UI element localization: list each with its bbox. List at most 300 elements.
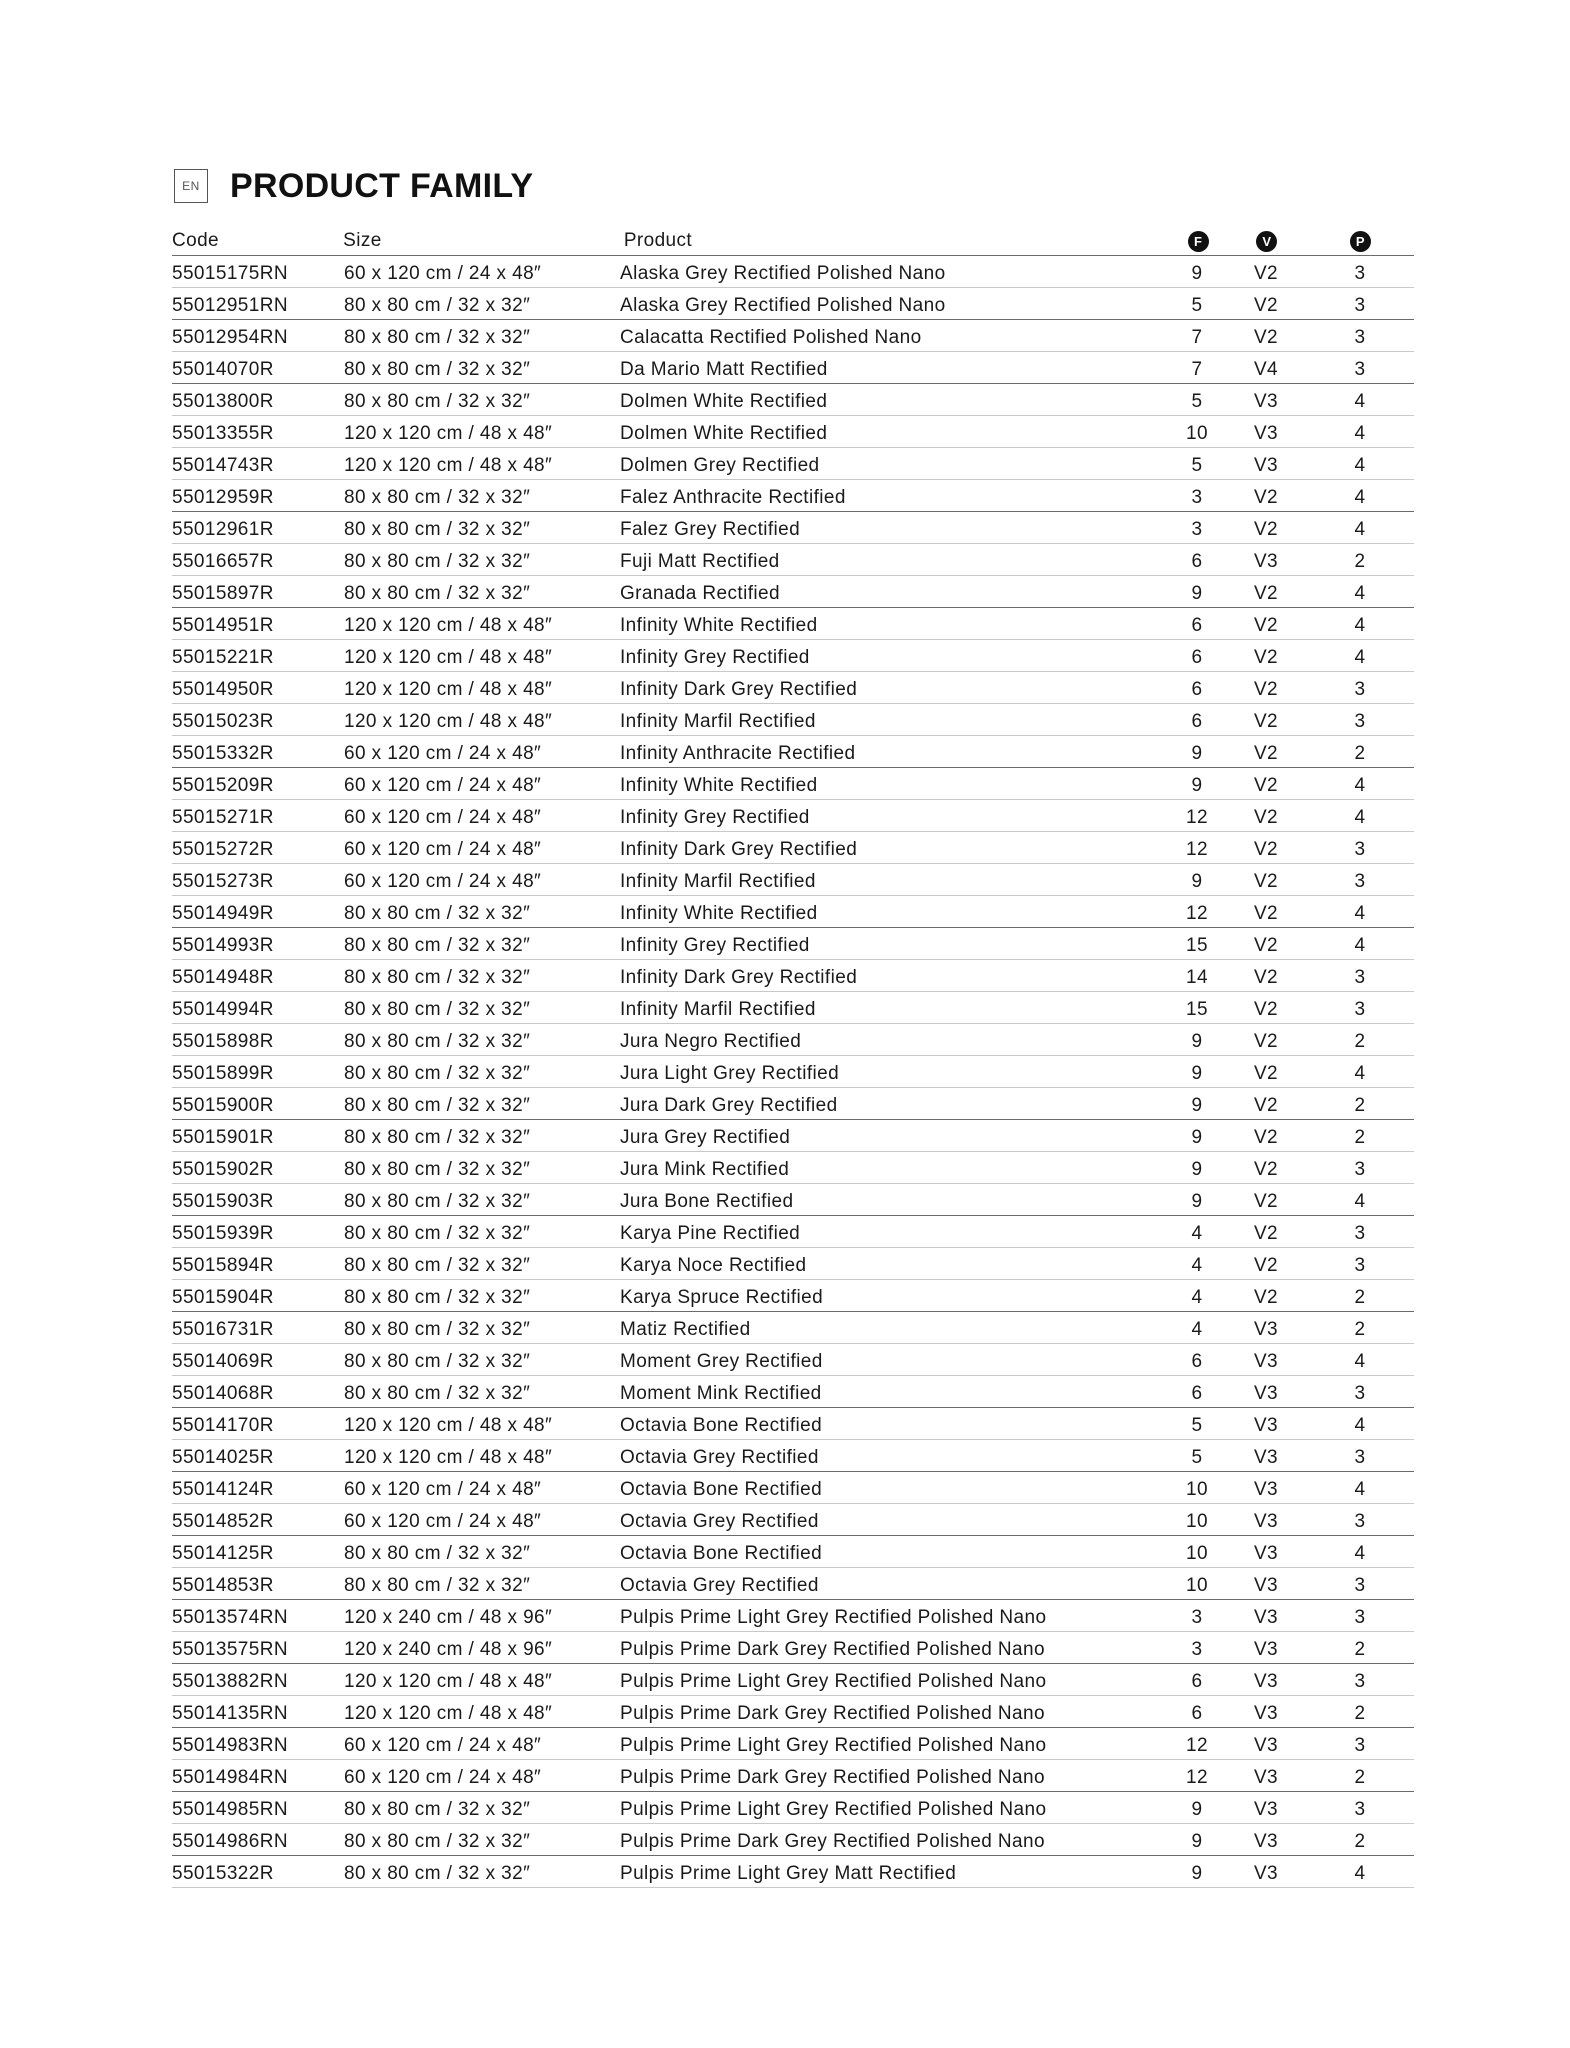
cell-f: 3	[1191, 1639, 1203, 1660]
cell-code: 55014948R	[172, 967, 274, 988]
cell-size: 80 x 80 cm / 32 x 32″	[344, 999, 531, 1020]
cell-f: 4	[1191, 1319, 1203, 1340]
cell-size: 80 x 80 cm / 32 x 32″	[344, 1383, 531, 1404]
cell-p: 4	[1354, 583, 1366, 604]
cell-v: V3	[1253, 1799, 1279, 1820]
cell-size: 120 x 120 cm / 48 x 48″	[344, 1671, 553, 1692]
table-row	[172, 1184, 1414, 1216]
cell-code: 55014135RN	[172, 1703, 288, 1724]
f-circle-icon: F	[1188, 231, 1209, 252]
cell-v: V3	[1253, 1543, 1279, 1564]
cell-product: Octavia Grey Rectified	[620, 1511, 819, 1532]
cell-product: Pulpis Prime Dark Grey Rectified Polished Nano	[620, 1703, 1045, 1724]
cell-v: V2	[1253, 1095, 1279, 1116]
cell-size: 60 x 120 cm / 24 x 48″	[344, 1479, 542, 1500]
cell-f: 9	[1191, 263, 1203, 284]
cell-v: V2	[1253, 839, 1279, 860]
cell-f: 12	[1186, 1767, 1208, 1788]
cell-p: 4	[1354, 1479, 1366, 1500]
cell-f: 5	[1191, 295, 1203, 316]
cell-f: 9	[1191, 1159, 1203, 1180]
cell-size: 60 x 120 cm / 24 x 48″	[344, 839, 542, 860]
cell-f: 6	[1191, 551, 1203, 572]
cell-v: V2	[1253, 775, 1279, 796]
cell-product: Karya Spruce Rectified	[620, 1287, 824, 1308]
cell-f: 9	[1191, 775, 1203, 796]
cell-size: 120 x 120 cm / 48 x 48″	[344, 423, 553, 444]
cell-product: Karya Pine Rectified	[620, 1223, 801, 1244]
cell-f: 9	[1191, 1095, 1203, 1116]
table-row	[172, 640, 1414, 672]
table-row	[172, 480, 1414, 512]
table-row	[172, 1120, 1414, 1152]
cell-size: 120 x 120 cm / 48 x 48″	[344, 711, 553, 732]
cell-product: Jura Dark Grey Rectified	[620, 1095, 838, 1116]
cell-p: 4	[1354, 935, 1366, 956]
cell-p: 4	[1354, 903, 1366, 924]
table-row	[172, 800, 1414, 832]
cell-p: 3	[1354, 679, 1366, 700]
table-row	[172, 896, 1414, 928]
cell-product: Infinity White Rectified	[620, 775, 818, 796]
cell-size: 120 x 120 cm / 48 x 48″	[344, 455, 553, 476]
cell-code: 55012954RN	[172, 327, 288, 348]
table-row	[172, 1568, 1414, 1600]
cell-product: Fuji Matt Rectified	[620, 551, 780, 572]
cell-f: 12	[1186, 903, 1208, 924]
cell-product: Pulpis Prime Light Grey Rectified Polished Nano	[620, 1607, 1047, 1628]
cell-p: 3	[1354, 999, 1366, 1020]
cell-p: 4	[1354, 519, 1366, 540]
cell-p: 2	[1354, 1031, 1366, 1052]
cell-f: 6	[1191, 615, 1203, 636]
cell-product: Octavia Bone Rectified	[620, 1543, 823, 1564]
cell-v: V3	[1253, 1639, 1279, 1660]
cell-product: Infinity Grey Rectified	[620, 807, 810, 828]
cell-size: 80 x 80 cm / 32 x 32″	[344, 967, 531, 988]
cell-code: 55014949R	[172, 903, 274, 924]
cell-code: 55015901R	[172, 1127, 274, 1148]
cell-p: 4	[1354, 1351, 1366, 1372]
cell-product: Falez Grey Rectified	[620, 519, 801, 540]
cell-f: 6	[1191, 1383, 1203, 1404]
cell-f: 4	[1191, 1223, 1203, 1244]
cell-v: V3	[1253, 1351, 1279, 1372]
cell-product: Infinity Dark Grey Rectified	[620, 679, 858, 700]
cell-f: 14	[1186, 967, 1208, 988]
cell-f: 6	[1191, 1351, 1203, 1372]
table-row	[172, 1056, 1414, 1088]
cell-code: 55015272R	[172, 839, 274, 860]
cell-v: V3	[1253, 1575, 1279, 1596]
cell-size: 60 x 120 cm / 24 x 48″	[344, 1767, 542, 1788]
cell-v: V2	[1253, 935, 1279, 956]
cell-p: 3	[1354, 1159, 1366, 1180]
table-row	[172, 1024, 1414, 1056]
cell-p: 3	[1354, 1671, 1366, 1692]
cell-f: 10	[1186, 1575, 1208, 1596]
cell-code: 55014025R	[172, 1447, 274, 1468]
cell-p: 2	[1354, 1319, 1366, 1340]
cell-product: Da Mario Matt Rectified	[620, 359, 828, 380]
cell-f: 15	[1186, 935, 1208, 956]
cell-code: 55015023R	[172, 711, 274, 732]
cell-v: V2	[1253, 647, 1279, 668]
cell-size: 80 x 80 cm / 32 x 32″	[344, 1543, 531, 1564]
cell-size: 80 x 80 cm / 32 x 32″	[344, 1575, 531, 1596]
cell-product: Granada Rectified	[620, 583, 780, 604]
cell-product: Pulpis Prime Dark Grey Rectified Polished Nano	[620, 1639, 1045, 1660]
cell-size: 80 x 80 cm / 32 x 32″	[344, 1287, 531, 1308]
cell-v: V2	[1253, 1191, 1279, 1212]
cell-product: Jura Negro Rectified	[620, 1031, 802, 1052]
cell-code: 55015939R	[172, 1223, 274, 1244]
cell-f: 9	[1191, 1191, 1203, 1212]
table-row	[172, 704, 1414, 736]
cell-f: 9	[1191, 583, 1203, 604]
cell-size: 80 x 80 cm / 32 x 32″	[344, 1223, 531, 1244]
table-row	[172, 320, 1414, 352]
product-family-page	[172, 160, 1414, 1888]
language-badge: EN	[174, 169, 208, 203]
cell-size: 120 x 120 cm / 48 x 48″	[344, 1703, 553, 1724]
table-row	[172, 256, 1414, 288]
cell-f: 3	[1191, 487, 1203, 508]
cell-code: 55015903R	[172, 1191, 274, 1212]
cell-product: Octavia Bone Rectified	[620, 1415, 823, 1436]
cell-code: 55014984RN	[172, 1767, 288, 1788]
table-row	[172, 448, 1414, 480]
cell-p: 3	[1354, 1735, 1366, 1756]
cell-f: 6	[1191, 711, 1203, 732]
table-row	[172, 1504, 1414, 1536]
cell-size: 120 x 120 cm / 48 x 48″	[344, 647, 553, 668]
cell-size: 80 x 80 cm / 32 x 32″	[344, 1159, 531, 1180]
cell-v: V2	[1253, 1287, 1279, 1308]
cell-product: Pulpis Prime Dark Grey Rectified Polished Nano	[620, 1767, 1045, 1788]
cell-product: Infinity Dark Grey Rectified	[620, 967, 858, 988]
cell-v: V3	[1253, 1863, 1279, 1884]
cell-product: Matiz Rectified	[620, 1319, 751, 1340]
cell-size: 80 x 80 cm / 32 x 32″	[344, 1191, 531, 1212]
table-row	[172, 1312, 1414, 1344]
table-row	[172, 1536, 1414, 1568]
cell-f: 7	[1191, 359, 1203, 380]
cell-f: 12	[1186, 839, 1208, 860]
table-row	[172, 960, 1414, 992]
cell-code: 55014950R	[172, 679, 274, 700]
cell-product: Infinity Grey Rectified	[620, 647, 810, 668]
cell-p: 4	[1354, 391, 1366, 412]
table-body	[172, 256, 1414, 1888]
cell-size: 120 x 120 cm / 48 x 48″	[344, 1415, 553, 1436]
cell-f: 9	[1191, 1799, 1203, 1820]
cell-product: Pulpis Prime Light Grey Rectified Polished Nano	[620, 1735, 1047, 1756]
cell-p: 3	[1354, 1255, 1366, 1276]
cell-product: Jura Mink Rectified	[620, 1159, 790, 1180]
cell-code: 55013800R	[172, 391, 274, 412]
cell-p: 3	[1354, 839, 1366, 860]
cell-f: 6	[1191, 679, 1203, 700]
cell-product: Dolmen White Rectified	[620, 423, 828, 444]
cell-product: Octavia Grey Rectified	[620, 1575, 819, 1596]
cell-code: 55013574RN	[172, 1607, 288, 1628]
cell-product: Pulpis Prime Light Grey Rectified Polished Nano	[620, 1799, 1047, 1820]
cell-v: V2	[1253, 583, 1279, 604]
v-circle-icon: V	[1256, 231, 1277, 252]
cell-v: V2	[1253, 1159, 1279, 1180]
cell-size: 80 x 80 cm / 32 x 32″	[344, 1351, 531, 1372]
cell-f: 9	[1191, 1031, 1203, 1052]
cell-code: 55014170R	[172, 1415, 274, 1436]
product-table	[172, 224, 1414, 1888]
cell-product: Moment Grey Rectified	[620, 1351, 823, 1372]
cell-v: V2	[1253, 1127, 1279, 1148]
cell-p: 3	[1354, 871, 1366, 892]
cell-product: Infinity Marfil Rectified	[620, 999, 816, 1020]
cell-size: 120 x 120 cm / 48 x 48″	[344, 1447, 553, 1468]
cell-size: 120 x 240 cm / 48 x 96″	[344, 1639, 553, 1660]
cell-product: Pulpis Prime Dark Grey Rectified Polished Nano	[620, 1831, 1045, 1852]
cell-p: 2	[1354, 1095, 1366, 1116]
cell-p: 4	[1354, 807, 1366, 828]
cell-product: Karya Noce Rectified	[620, 1255, 807, 1276]
table-row	[172, 1248, 1414, 1280]
cell-size: 80 x 80 cm / 32 x 32″	[344, 1031, 531, 1052]
cell-size: 80 x 80 cm / 32 x 32″	[344, 1863, 531, 1884]
cell-v: V2	[1253, 679, 1279, 700]
cell-v: V2	[1253, 871, 1279, 892]
cell-f: 5	[1191, 1447, 1203, 1468]
cell-f: 4	[1191, 1255, 1203, 1276]
cell-v: V3	[1253, 1319, 1279, 1340]
column-header-f	[1169, 230, 1227, 255]
cell-code: 55014994R	[172, 999, 274, 1020]
cell-p: 3	[1354, 1575, 1366, 1596]
cell-size: 80 x 80 cm / 32 x 32″	[344, 1255, 531, 1276]
cell-product: Jura Light Grey Rectified	[620, 1063, 840, 1084]
cell-code: 55015904R	[172, 1287, 274, 1308]
cell-p: 4	[1354, 1415, 1366, 1436]
cell-product: Octavia Bone Rectified	[620, 1479, 823, 1500]
cell-product: Calacatta Rectified Polished Nano	[620, 327, 922, 348]
cell-product: Infinity Grey Rectified	[620, 935, 810, 956]
cell-product: Infinity Anthracite Rectified	[620, 743, 856, 764]
cell-v: V3	[1253, 1671, 1279, 1692]
cell-f: 3	[1191, 1607, 1203, 1628]
cell-f: 9	[1191, 871, 1203, 892]
table-row	[172, 544, 1414, 576]
cell-code: 55015175RN	[172, 263, 288, 284]
cell-p: 4	[1354, 1063, 1366, 1084]
cell-product: Infinity White Rectified	[620, 615, 818, 636]
cell-product: Moment Mink Rectified	[620, 1383, 822, 1404]
cell-size: 80 x 80 cm / 32 x 32″	[344, 903, 531, 924]
cell-v: V2	[1253, 615, 1279, 636]
cell-product: Infinity Marfil Rectified	[620, 711, 816, 732]
table-row	[172, 1760, 1414, 1792]
cell-code: 55013882RN	[172, 1671, 288, 1692]
table-row	[172, 352, 1414, 384]
cell-code: 55015898R	[172, 1031, 274, 1052]
cell-size: 60 x 120 cm / 24 x 48″	[344, 807, 542, 828]
cell-code: 55012961R	[172, 519, 274, 540]
table-row	[172, 864, 1414, 896]
cell-v: V2	[1253, 1063, 1279, 1084]
table-row	[172, 384, 1414, 416]
cell-p: 4	[1354, 615, 1366, 636]
cell-code: 55014070R	[172, 359, 274, 380]
cell-size: 80 x 80 cm / 32 x 32″	[344, 1063, 531, 1084]
cell-f: 5	[1191, 391, 1203, 412]
cell-code: 55014985RN	[172, 1799, 288, 1820]
cell-code: 55014986RN	[172, 1831, 288, 1852]
table-row	[172, 1152, 1414, 1184]
cell-size: 80 x 80 cm / 32 x 32″	[344, 487, 531, 508]
cell-size: 60 x 120 cm / 24 x 48″	[344, 263, 542, 284]
cell-f: 9	[1191, 1831, 1203, 1852]
cell-p: 3	[1354, 1447, 1366, 1468]
cell-f: 5	[1191, 455, 1203, 476]
cell-size: 60 x 120 cm / 24 x 48″	[344, 775, 542, 796]
table-row	[172, 736, 1414, 768]
p-circle-icon: P	[1350, 231, 1371, 252]
cell-v: V3	[1253, 1607, 1279, 1628]
cell-code: 55014124R	[172, 1479, 274, 1500]
cell-p: 4	[1354, 647, 1366, 668]
cell-v: V2	[1253, 295, 1279, 316]
cell-p: 2	[1354, 1767, 1366, 1788]
cell-v: V2	[1253, 487, 1279, 508]
cell-v: V4	[1253, 359, 1279, 380]
cell-v: V3	[1253, 1415, 1279, 1436]
cell-f: 7	[1191, 327, 1203, 348]
cell-p: 4	[1354, 455, 1366, 476]
cell-v: V3	[1253, 1767, 1279, 1788]
cell-product: Dolmen White Rectified	[620, 391, 828, 412]
cell-size: 60 x 120 cm / 24 x 48″	[344, 743, 542, 764]
cell-p: 2	[1354, 1287, 1366, 1308]
table-row	[172, 1632, 1414, 1664]
cell-size: 80 x 80 cm / 32 x 32″	[344, 391, 531, 412]
cell-f: 9	[1191, 1863, 1203, 1884]
cell-size: 120 x 240 cm / 48 x 96″	[344, 1607, 553, 1628]
table-row	[172, 1408, 1414, 1440]
cell-v: V2	[1253, 743, 1279, 764]
cell-size: 60 x 120 cm / 24 x 48″	[344, 1735, 542, 1756]
cell-v: V2	[1253, 807, 1279, 828]
cell-code: 55015902R	[172, 1159, 274, 1180]
cell-code: 55013355R	[172, 423, 274, 444]
cell-v: V2	[1253, 711, 1279, 732]
cell-p: 4	[1354, 1543, 1366, 1564]
cell-product: Alaska Grey Rectified Polished Nano	[620, 263, 946, 284]
cell-p: 3	[1354, 359, 1366, 380]
cell-product: Pulpis Prime Light Grey Rectified Polished Nano	[620, 1671, 1047, 1692]
cell-size: 120 x 120 cm / 48 x 48″	[344, 615, 553, 636]
cell-size: 80 x 80 cm / 32 x 32″	[344, 327, 531, 348]
table-row	[172, 1088, 1414, 1120]
cell-v: V2	[1253, 903, 1279, 924]
cell-f: 10	[1186, 1511, 1208, 1532]
cell-code: 55016657R	[172, 551, 274, 572]
table-row	[172, 928, 1414, 960]
cell-size: 80 x 80 cm / 32 x 32″	[344, 1095, 531, 1116]
cell-p: 3	[1354, 1799, 1366, 1820]
cell-product: Jura Grey Rectified	[620, 1127, 791, 1148]
cell-product: Pulpis Prime Light Grey Matt Rectified	[620, 1863, 957, 1884]
cell-code: 55016731R	[172, 1319, 274, 1340]
table-row	[172, 288, 1414, 320]
cell-size: 80 x 80 cm / 32 x 32″	[344, 359, 531, 380]
cell-v: V2	[1253, 263, 1279, 284]
cell-size: 80 x 80 cm / 32 x 32″	[344, 519, 531, 540]
cell-code: 55013575RN	[172, 1639, 288, 1660]
cell-size: 80 x 80 cm / 32 x 32″	[344, 1319, 531, 1340]
cell-code: 55015322R	[172, 1863, 274, 1884]
cell-f: 6	[1191, 1671, 1203, 1692]
table-row	[172, 1376, 1414, 1408]
table-row	[172, 992, 1414, 1024]
cell-product: Falez Anthracite Rectified	[620, 487, 846, 508]
table-row	[172, 1344, 1414, 1376]
cell-product: Infinity Marfil Rectified	[620, 871, 816, 892]
cell-size: 80 x 80 cm / 32 x 32″	[344, 1831, 531, 1852]
cell-f: 10	[1186, 1543, 1208, 1564]
column-header-size: Size	[343, 230, 382, 251]
cell-p: 3	[1354, 1607, 1366, 1628]
cell-f: 12	[1186, 1735, 1208, 1756]
column-header-code: Code	[172, 230, 220, 251]
cell-product: Infinity Dark Grey Rectified	[620, 839, 858, 860]
cell-product: Dolmen Grey Rectified	[620, 455, 820, 476]
cell-code: 55015900R	[172, 1095, 274, 1116]
cell-v: V2	[1253, 999, 1279, 1020]
cell-code: 55015894R	[172, 1255, 274, 1276]
cell-size: 60 x 120 cm / 24 x 48″	[344, 1511, 542, 1532]
cell-code: 55015221R	[172, 647, 274, 668]
cell-code: 55014069R	[172, 1351, 274, 1372]
page-heading	[172, 160, 1414, 212]
cell-size: 80 x 80 cm / 32 x 32″	[344, 295, 531, 316]
table-row	[172, 608, 1414, 640]
cell-p: 2	[1354, 1639, 1366, 1660]
table-row	[172, 832, 1414, 864]
cell-p: 2	[1354, 1703, 1366, 1724]
cell-p: 3	[1354, 967, 1366, 988]
cell-v: V3	[1253, 1383, 1279, 1404]
table-row	[172, 1824, 1414, 1856]
cell-p: 3	[1354, 327, 1366, 348]
cell-code: 55015897R	[172, 583, 274, 604]
cell-f: 12	[1186, 807, 1208, 828]
table-row	[172, 1728, 1414, 1760]
cell-code: 55014743R	[172, 455, 274, 476]
table-row	[172, 672, 1414, 704]
cell-v: V3	[1253, 1479, 1279, 1500]
cell-code: 55015209R	[172, 775, 274, 796]
cell-v: V3	[1253, 1703, 1279, 1724]
cell-v: V3	[1253, 1511, 1279, 1532]
cell-f: 6	[1191, 1703, 1203, 1724]
cell-v: V2	[1253, 967, 1279, 988]
cell-p: 2	[1354, 1831, 1366, 1852]
table-row	[172, 1216, 1414, 1248]
cell-product: Octavia Grey Rectified	[620, 1447, 819, 1468]
table-row	[172, 1280, 1414, 1312]
cell-size: 80 x 80 cm / 32 x 32″	[344, 1127, 531, 1148]
cell-code: 55015273R	[172, 871, 274, 892]
